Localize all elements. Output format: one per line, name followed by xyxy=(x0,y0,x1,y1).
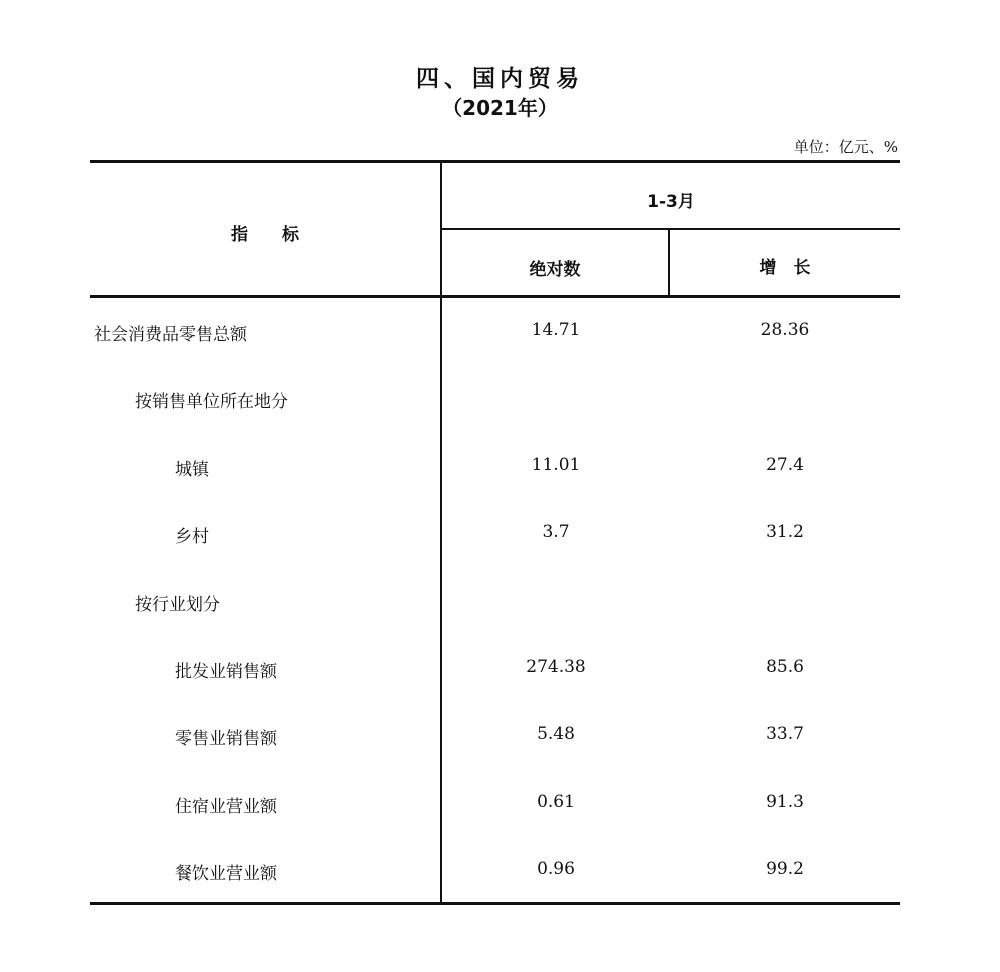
period-header: 1-3月 xyxy=(647,192,695,212)
row-label: 餐饮业营业额 xyxy=(175,864,277,885)
row-absolute-value: 0.61 xyxy=(537,791,575,812)
row-label: 按行业划分 xyxy=(135,594,220,615)
bottom-rule xyxy=(90,902,900,905)
row-absolute-value: 0.96 xyxy=(537,859,575,880)
row-label: 批发业销售额 xyxy=(175,662,277,682)
page-title: 四、国内贸易 xyxy=(416,66,584,92)
row-label: 乡村 xyxy=(175,527,209,548)
row-label: 城镇 xyxy=(175,459,209,480)
row-growth-value: 85.6 xyxy=(766,657,804,677)
row-growth-value: 31.2 xyxy=(766,522,804,543)
absolute-header: 绝对数 xyxy=(529,260,581,280)
row-absolute-value: 11.01 xyxy=(531,454,581,475)
unit-label: 单位：亿元、% xyxy=(793,138,898,156)
row-absolute-value: 274.38 xyxy=(526,657,586,677)
indicator-header: 指 标 xyxy=(231,225,299,245)
row-growth-value: 27.4 xyxy=(766,454,804,475)
row-growth-value: 33.7 xyxy=(766,724,804,745)
row-growth-value: 91.3 xyxy=(766,791,804,812)
page-subtitle: （2021年） xyxy=(442,96,558,120)
trade-table xyxy=(90,160,900,906)
row-absolute-value: 3.7 xyxy=(542,522,570,543)
row-label: 零售业销售额 xyxy=(175,729,277,750)
row-label: 住宿业营业额 xyxy=(175,796,277,817)
row-absolute-value: 5.48 xyxy=(537,724,575,745)
growth-header: 增 长 xyxy=(759,258,811,278)
row-label: 社会消费品零售总额 xyxy=(94,325,247,345)
header-bottom-rule xyxy=(90,295,900,298)
period-divider-rule xyxy=(440,228,900,230)
row-absolute-value: 14.71 xyxy=(531,320,581,340)
row-growth-value: 99.2 xyxy=(766,859,804,880)
row-growth-value: 28.36 xyxy=(760,320,810,340)
top-rule xyxy=(90,160,900,163)
row-label: 按销售单位所在地分 xyxy=(135,392,288,413)
